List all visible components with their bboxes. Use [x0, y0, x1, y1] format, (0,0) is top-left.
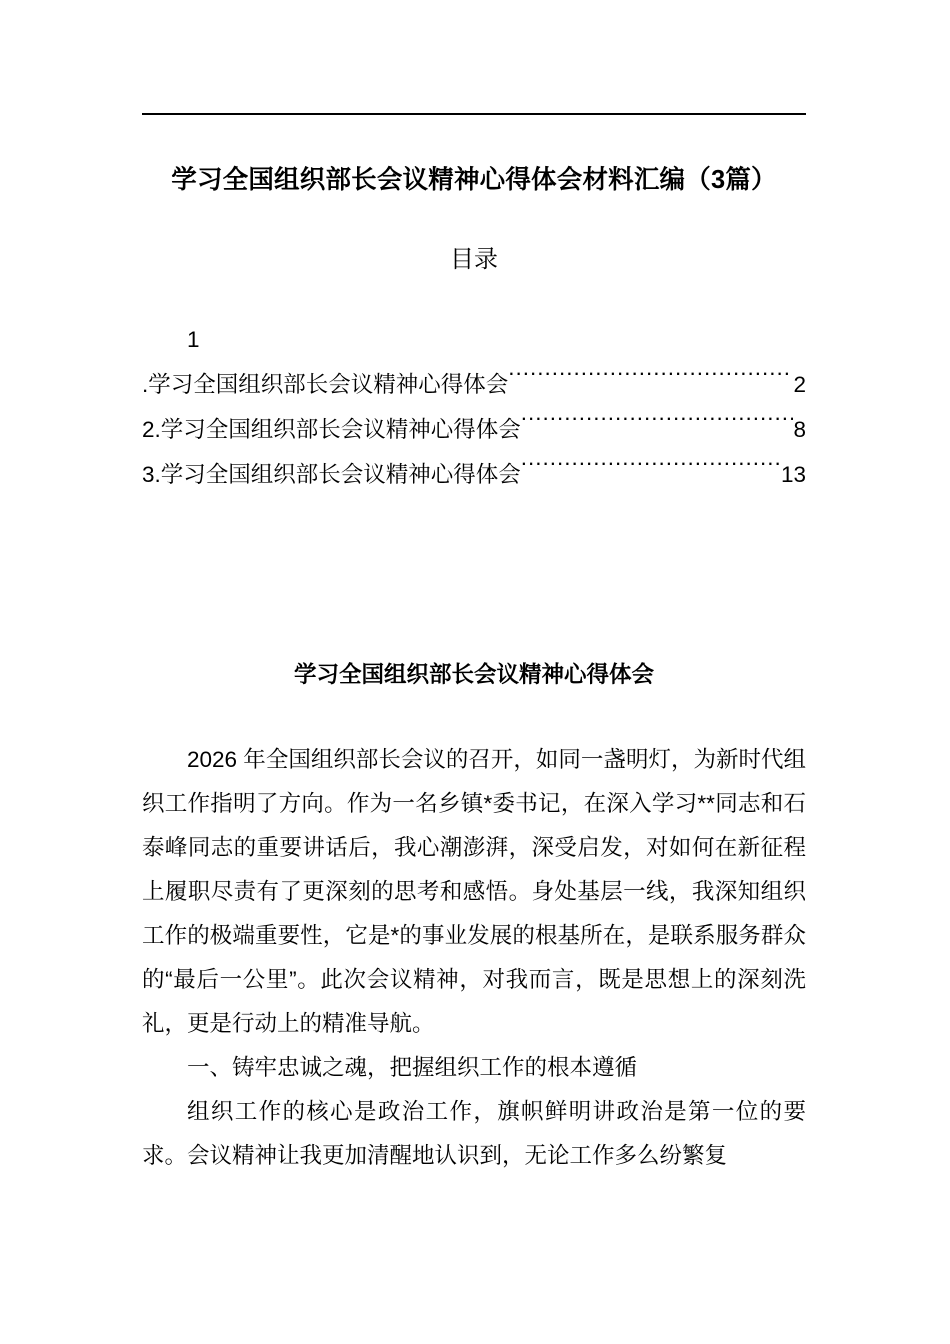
table-of-contents [142, 318, 806, 497]
toc-entry[interactable] [142, 407, 806, 452]
toc-dot-leader [508, 370, 793, 393]
toc-entry-number-1: 1 [187, 327, 200, 352]
toc-entry-page-number: 13 [780, 462, 806, 487]
toc-entry-label: .学习全国组织部长会议精神心得体会 [142, 372, 509, 397]
toc-entry-page-number: 8 [793, 417, 806, 442]
toc-entry-label: 3.学习全国组织部长会议精神心得体会 [142, 462, 521, 487]
toc-dot-leader [521, 460, 781, 483]
article-heading: 学习全国组织部长会议精神心得体会 [293, 662, 654, 687]
header-divider [142, 113, 806, 115]
toc-entry[interactable] [142, 362, 806, 407]
page-title: 学习全国组织部长会议精神心得体会材料汇编（3篇） [171, 166, 777, 194]
toc-dot-leader [521, 415, 794, 438]
table-of-contents-heading: 目录 [450, 246, 498, 273]
toc-entry-page-number: 2 [793, 372, 806, 397]
article-paragraph: 2026 年全国组织部长会议的召开，如同一盏明灯，为新时代组织工作指明了方向。作为一名乡镇*委书记，在深入学习**同志和石泰峰同志的重要讲话后，我心潮澎湃，深受启发，对如何在新征程上履职尽责有了更深刻的思考和感悟。身处基层一线，我深知组织工作的极端重要性，它是*的事业发展的根基所在，是联系服务群众的“最后一公里”。此次会议精神，对我而言，既是思想上的深刻洗礼，更是行动上的精准导航。 [142, 747, 806, 1036]
article-paragraph: 组织工作的核心是政治工作，旗帜鲜明讲政治是第一位的要求。会议精神让我更加清醒地认识到，无论工作多么纷繁复 [142, 1099, 806, 1168]
toc-entry-label: 2.学习全国组织部长会议精神心得体会 [142, 417, 521, 442]
toc-entry[interactable] [142, 452, 806, 497]
article-section-heading: 一、铸牢忠诚之魂，把握组织工作的根本遵循 [187, 1055, 638, 1080]
article-body [142, 738, 806, 1178]
